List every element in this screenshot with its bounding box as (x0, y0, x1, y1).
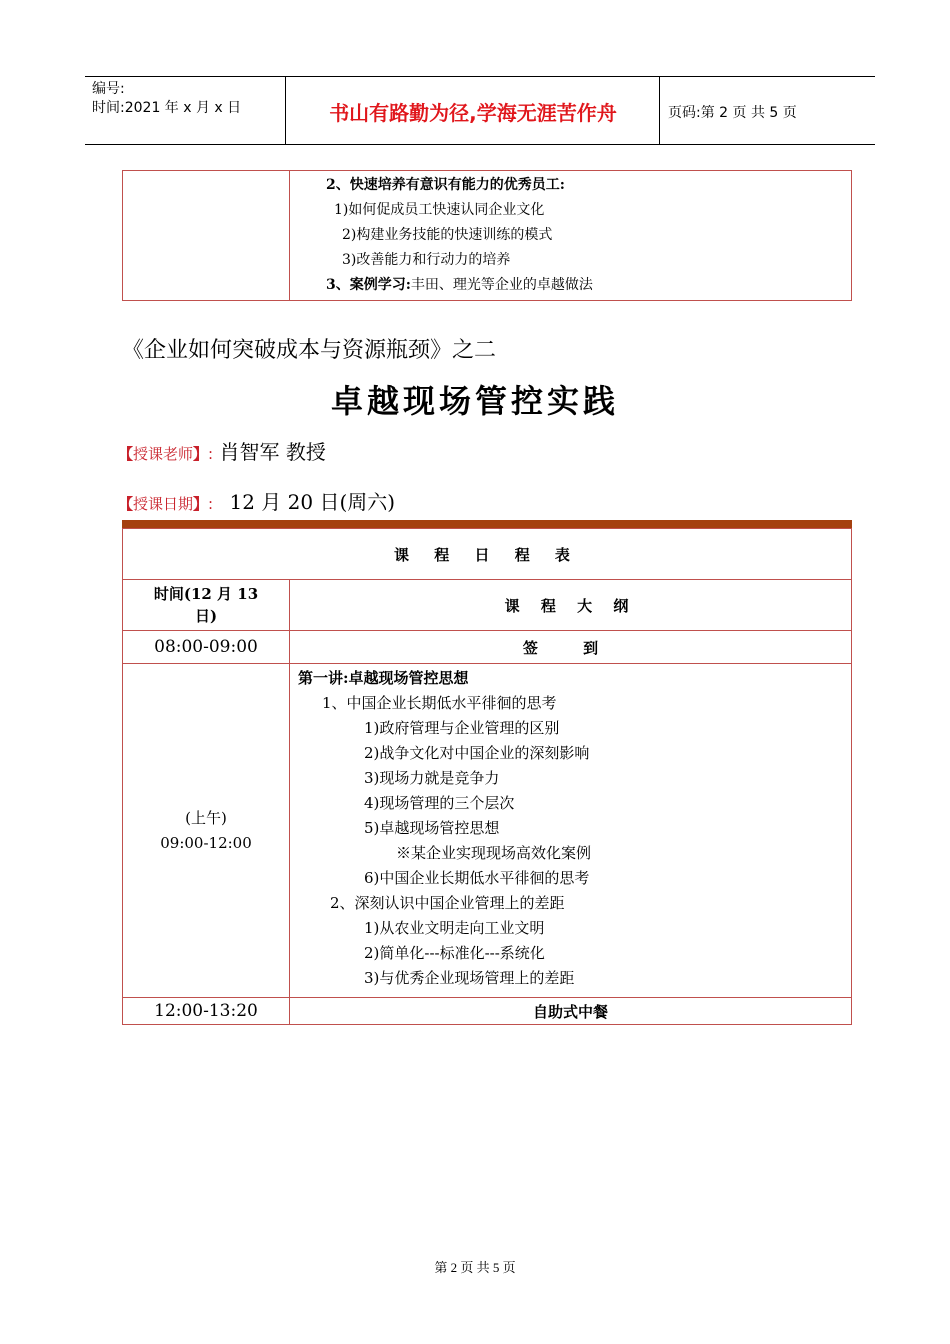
date-label: 【授课日期】: (118, 495, 214, 513)
date-row (118, 486, 395, 515)
list-item: 3)改善能力和行动力的培养 (342, 252, 511, 268)
morning-time: (上午) 09:00-12:00 (123, 664, 290, 998)
continuation-table (122, 170, 852, 301)
lunch-content: 自助式中餐 (290, 998, 852, 1025)
header-meta (92, 80, 241, 118)
header-divider (659, 76, 660, 144)
course-date: 12 月 20 日(周六) (229, 490, 396, 514)
list-item: 第一讲:卓越现场管控思想 (298, 669, 469, 687)
list-item: 3)现场力就是竞争力 (364, 769, 500, 787)
header-page-info: 页码:第 2 页 共 5 页 (668, 105, 797, 121)
table-row (123, 631, 852, 664)
list-item: 4)现场管理的三个层次 (364, 794, 515, 812)
table-row (123, 664, 852, 998)
list-item: 2、深刻认识中国企业管理上的差距 (330, 894, 565, 912)
header-time: 时间(12 月 13 日) (123, 580, 290, 631)
list-item: 1)如何促成员工快速认同企业文化 (334, 202, 545, 218)
sign-content: 签 到 (290, 631, 852, 664)
list-item (290, 273, 851, 298)
list-item: 2、快速培养有意识有能力的优秀员工: (326, 177, 565, 193)
sign-time: 08:00-09:00 (123, 631, 290, 664)
page-footer: 第 2 页 共 5 页 (434, 1260, 516, 1275)
header-outline: 课 程 大 纲 (290, 580, 852, 631)
list-item: 3)与优秀企业现场管理上的差距 (364, 969, 575, 987)
list-item: 5)卓越现场管控思想 (364, 819, 500, 837)
serial-label: 编号: (92, 81, 125, 97)
list-item: 1)从农业文明走向工业文明 (364, 919, 545, 937)
case-study-label: 3、案例学习: (326, 277, 411, 293)
table-row (123, 998, 852, 1025)
list-item: 1)政府管理与企业管理的区别 (364, 719, 560, 737)
schedule-top-bar (122, 520, 852, 528)
list-item: 6)中国企业长期低水平徘徊的思考 (364, 869, 590, 887)
case-study-text: 丰田、理光等企业的卓越做法 (410, 277, 593, 293)
morning-outline (290, 664, 852, 998)
teacher-label: 【授课老师】: (118, 445, 214, 463)
teacher-name: 肖智军 教授 (219, 440, 326, 464)
lunch-time: 12:00-13:20 (123, 998, 290, 1025)
continuation-left-cell (123, 171, 290, 301)
header-divider (285, 76, 286, 144)
schedule-title: 课 程 日 程 表 (123, 529, 852, 580)
list-item: 2)构建业务技能的快速训练的模式 (342, 227, 553, 243)
list-item: ※某企业实现现场高效化案例 (396, 844, 592, 862)
teacher-row (118, 436, 326, 465)
header-top-rule (85, 76, 875, 77)
table-header-row (123, 580, 852, 631)
list-item: 1、中国企业长期低水平徘徊的思考 (322, 694, 557, 712)
schedule-table (122, 528, 852, 1025)
header-motto: 书山有路勤为径,学海无涯苦作舟 (329, 101, 617, 125)
continuation-content (290, 171, 852, 301)
course-subtitle: 《企业如何突破成本与资源瓶颈》之二 (122, 338, 497, 363)
header-bottom-rule (85, 144, 875, 145)
list-item: 2)简单化---标准化---系统化 (364, 944, 545, 962)
list-item: 2)战争文化对中国企业的深刻影响 (364, 744, 590, 762)
time-label: 时间:2021 年 x 月 x 日 (92, 100, 242, 116)
course-title: 卓越现场管控实践 (330, 382, 619, 420)
